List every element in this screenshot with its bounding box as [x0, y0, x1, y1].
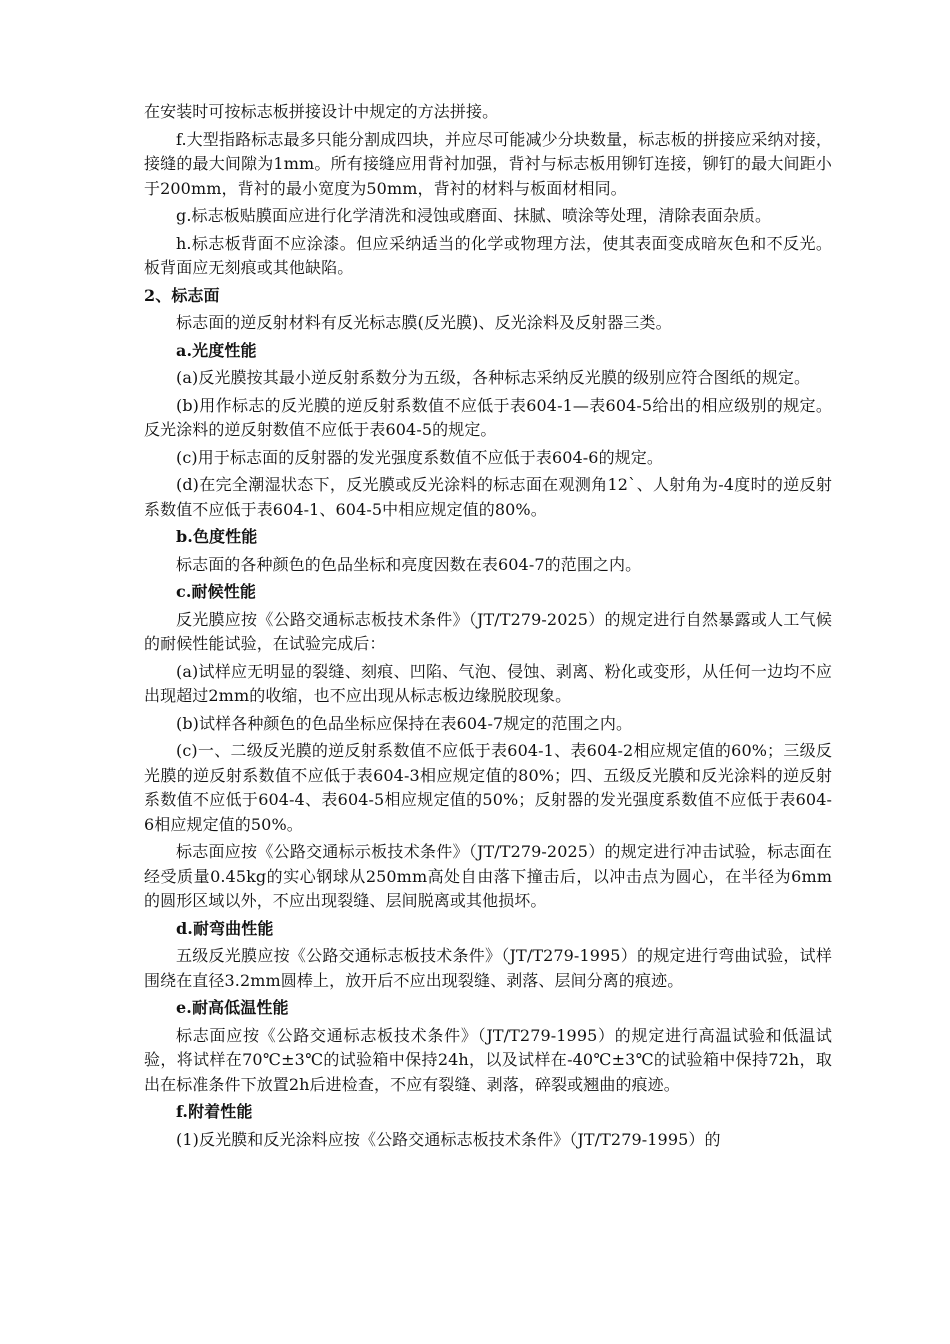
paragraph: 五级反光膜应按《公路交通标志板技术条件》（JT/T279-1995）的规定进行弯曲试验，试样围绕在直径3.2mm圆棒上，放开后不应出现裂缝、剥落、层间分离的痕迹。	[144, 946, 832, 990]
paragraph: (1)反光膜和反光涂料应按《公路交通标志板技术条件》（JT/T279-1995）的	[176, 1129, 721, 1149]
subsection-heading: e.耐高低温性能	[176, 998, 289, 1017]
paragraph: (b)用作标志的反光膜的逆反射系数值不应低于表604-1—表604-5给出的相应级别的规定。反光涂料的逆反射数值不应低于表604-5的规定。	[144, 395, 832, 439]
subsection-heading: c.耐候性能	[176, 582, 256, 601]
paragraph: 标志面的各种颜色的色品坐标和亮度因数在表604-7的范围之内。	[176, 554, 642, 574]
paragraph: (d)在完全潮湿状态下，反光膜或反光涂料的标志面在观测角12ˋ、人射角为-4度时的逆反射系数值不应低于表604-1、604-5中相应规定值的80%。	[144, 475, 832, 519]
section-heading: 2、标志面	[144, 285, 220, 305]
paragraph: f.大型指路标志最多只能分割成四块，并应尽可能减少分块数量，标志板的拼接应采纳对接，接缝的最大间隙为1mm。所有接缝应用背衬加强，背衬与标志板用铆钉连接，铆钉的最大间距小于200mm，背衬的最小宽度为50mm，背衬的材料与板面材相同。	[144, 129, 832, 198]
paragraph: (c)用于标志面的反射器的发光强度系数值不应低于表604-6的规定。	[176, 447, 663, 467]
paragraph: (a)反光膜按其最小逆反射系数分为五级，各种标志采纳反光膜的级别应符合图纸的规定。	[176, 368, 811, 387]
paragraph: h.标志板背面不应涂漆。但应采纳适当的化学或物理方法，使其表面变成暗灰色和不反光。板背面应无刻痕或其他缺陷。	[144, 233, 832, 277]
subsection-heading: a.光度性能	[176, 340, 257, 360]
subsection-heading: f.附着性能	[176, 1102, 253, 1121]
paragraph: 标志面的逆反射材料有反光标志膜(反光膜)、反光涂料及反射器三类。	[176, 313, 672, 332]
paragraph: 标志面应按《公路交通标示板技术条件》（JT/T279-2025）的规定进行冲击试验，标志面在经受质量0.45kg的实心钢球从250mm高处自由落下撞击后，以冲击点为圆心，在半径为6mm的圆形区域以外，不应出现裂缝、层间脱离或其他损坏。	[144, 842, 832, 910]
subsection-heading: d.耐弯曲性能	[176, 918, 274, 938]
paragraph: (c)一、二级反光膜的逆反射系数值不应低于表604-1、表604-2相应规定值的60%；三级反光膜的逆反射系数值不应低于表604-3相应规定值的80%；四、五级反光膜和反光涂料的逆反射系数值不应低于604-4、表604-5相应规定值的50%；反射器的发光强度系数值不应低于表604-6相应规定值的50%。	[144, 741, 832, 834]
paragraph: 标志面应按《公路交通标志板技术条件》（JT/T279-1995）的规定进行高温试验和低温试验，将试样在70℃±3℃的试验箱中保持24h，以及试样在-40℃±3℃的试验箱中保持72h，取出在标准条件下放置2h后进检查，不应有裂缝、剥落，碎裂或翘曲的痕迹。	[144, 1025, 832, 1094]
paragraph: 反光膜应按《公路交通标志板技术条件》（JT/T279-2025）的规定进行自然暴露或人工气候的耐候性能试验，在试验完成后：	[144, 609, 832, 653]
paragraph: (a)试样应无明显的裂缝、刻痕、凹陷、气泡、侵蚀、剥离、粉化或变形，从任何一边均不应出现超过2mm的收缩，也不应出现从标志板边缘脱胶现象。	[144, 661, 832, 705]
paragraph: g.标志板贴膜面应进行化学清洗和浸蚀或磨面、抹腻、喷涂等处理，清除表面杂质。	[176, 206, 772, 225]
paragraph: 在安装时可按标志板拼接设计中规定的方法拼接。	[144, 102, 499, 121]
paragraph: (b)试样各种颜色的色品坐标应保持在表604-7规定的范围之内。	[176, 713, 633, 733]
subsection-heading: b.色度性能	[176, 527, 258, 546]
